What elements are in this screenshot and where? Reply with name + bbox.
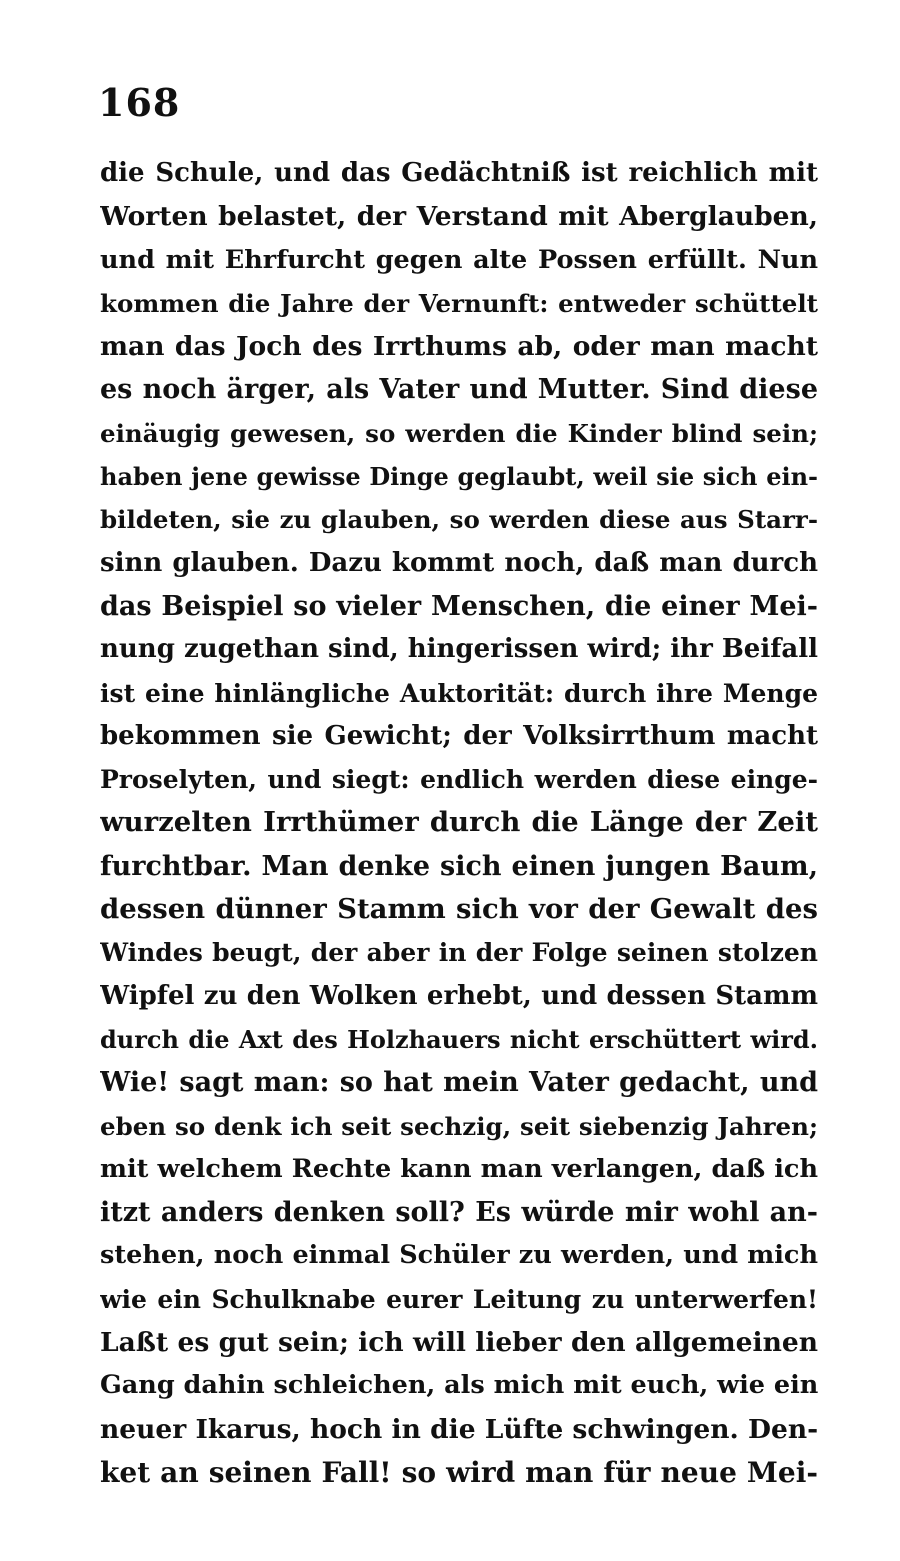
text-line: bildeten, sie zu glauben, so werden diese aus Starr- [100,505,818,535]
text-line: Gang dahin schleichen, als mich mit euch, wie ein [100,1370,818,1401]
text-line: Proselyten, und siegt: endlich werden diese einge- [100,765,818,795]
text-line: bekommen sie Gewicht; der Volksirrthum macht [100,720,818,751]
text-line: Wipfel zu den Wolken erhebt, und dessen Stamm [100,980,818,1011]
text-line: nung zugethan sind, hingerissen wird; ihr Beifall [100,634,818,665]
text-line: Windes beugt, der aber in der Folge seinen stolzen [100,938,818,968]
text-line: mit welchem Rechte kann man verlangen, daß ich [100,1153,818,1184]
text-line: und mit Ehrfurcht gegen alte Possen erfüllt. Nun [100,244,818,275]
text-line: das Beispiel so vieler Menschen, die einer Mei- [100,590,818,622]
text-line: stehen, noch einmal Schüler zu werden, und mich [100,1240,818,1271]
text-line: Wie! sagt man: so hat mein Vater gedacht, und [100,1067,818,1099]
text-line: durch die Axt des Holzhauers nicht erschüttert wird. [100,1024,818,1054]
text-line: ist eine hinlängliche Auktorität: durch ihre Menge [100,678,818,708]
text-line: Worten belastet, der Verstand mit Aberglauben, [100,201,818,233]
text-line: furchtbar. Man denke sich einen jungen Baum, [100,850,818,882]
text-line: ket an seinen Fall! so wird man für neue Mei- [100,1455,818,1489]
text-line: itzt anders denken soll? Es würde mir wohl an- [100,1197,818,1229]
text-line: haben jene gewisse Dinge geglaubt, weil sie sich ein- [100,462,818,492]
text-line: dessen dünner Stamm sich vor der Gewalt des [100,893,818,926]
body-text [100,152,818,1494]
text-line: neuer Ikarus, hoch in die Lüfte schwingen. Den- [100,1413,818,1445]
text-line: Laßt es gut sein; ich will lieber den allgemeinen [100,1327,818,1359]
text-line: sinn glauben. Dazu kommt noch, daß man durch [100,547,818,578]
page-number: 168 [98,80,181,125]
text-line: kommen die Jahre der Vernunft: entweder schüttelt [100,288,818,318]
text-line: wurzelten Irrthümer durch die Länge der Zeit [100,806,818,839]
text-line: es noch ärger, als Vater und Mutter. Sind diese [100,374,818,406]
text-line: einäugig gewesen, so werden die Kinder blind sein; [100,418,818,448]
text-line: eben so denk ich seit sechzig, seit siebenzig Jahren; [100,1111,818,1141]
text-line: man das Joch des Irrthums ab, oder man macht [100,331,818,363]
text-line: die Schule, und das Gedächtniß ist reichlich mit [100,158,818,188]
text-line: wie ein Schulknabe eurer Leitung zu unterwerfen! [100,1284,818,1314]
